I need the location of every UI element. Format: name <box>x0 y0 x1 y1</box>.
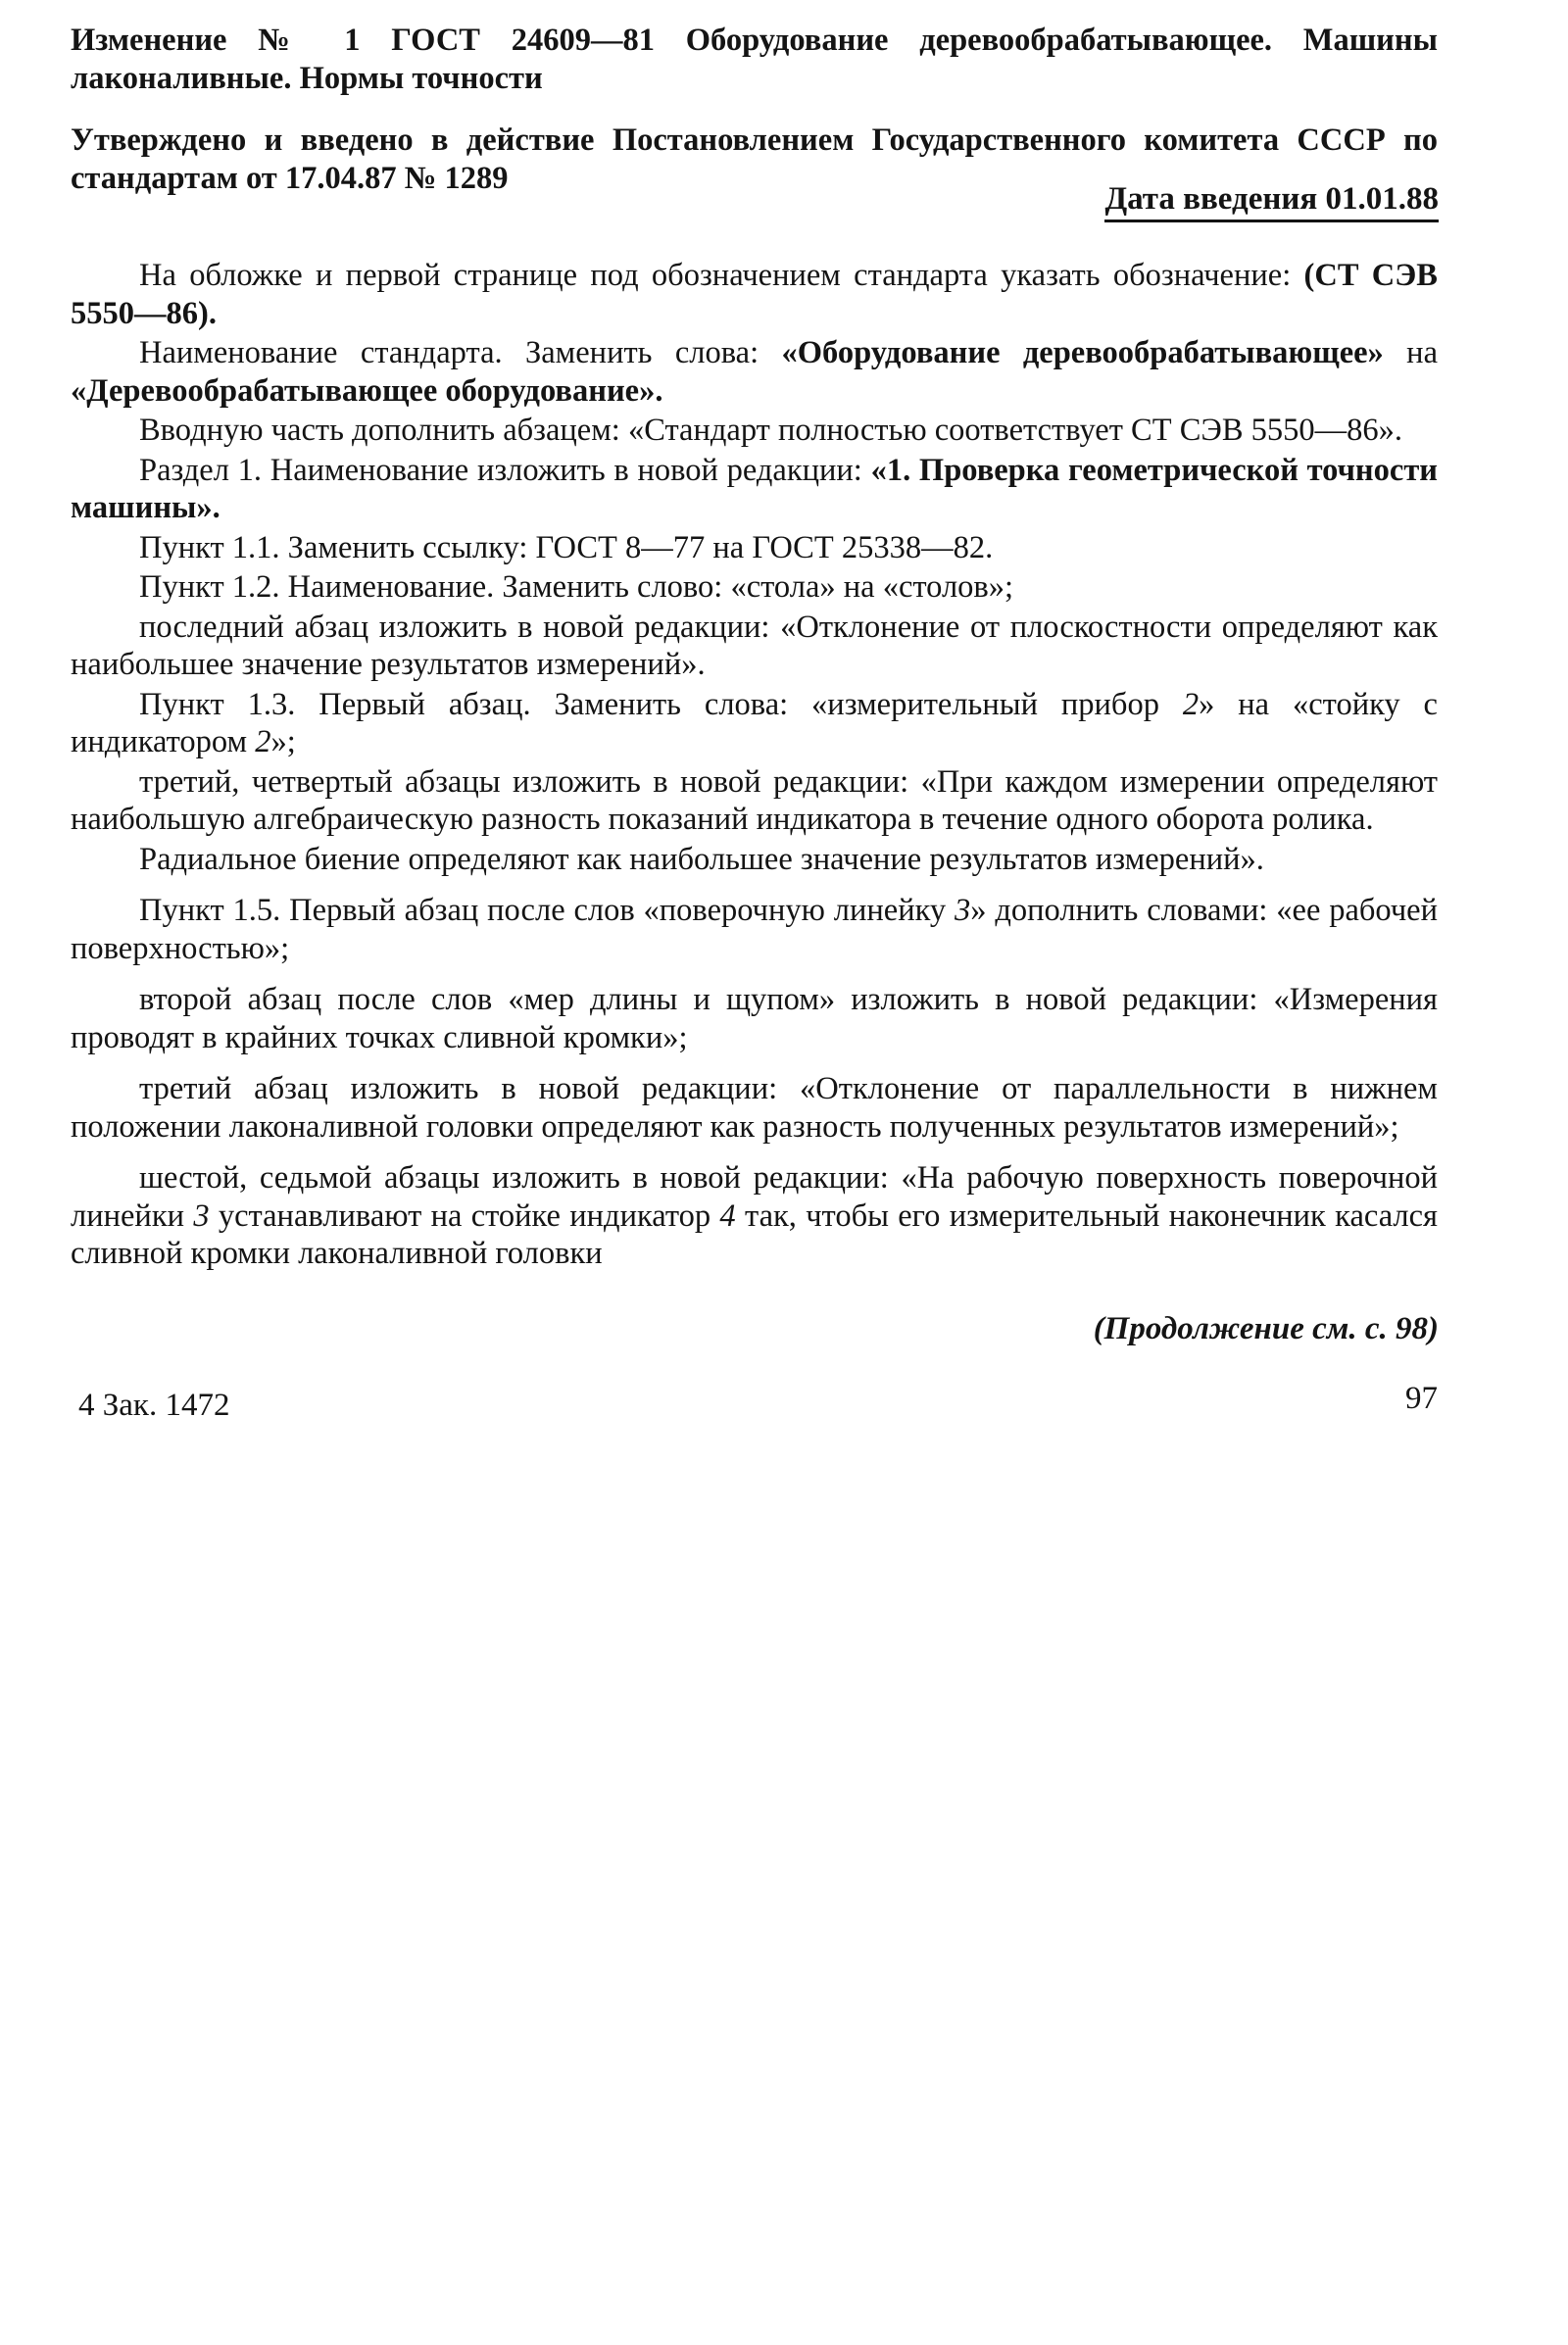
amendment-title: Изменение № 1 ГОСТ 24609—81 Оборудование деревообрабатывающее. Машины лаконаливные. Нормы точности <box>71 23 1438 96</box>
document-header <box>71 22 1438 198</box>
paragraph: второй абзац после слов «мер длины и щупом» изложить в новой редакции: «Измерения проводят в крайних точках сливной кромки»; <box>71 982 1438 1055</box>
paragraph: последний абзац изложить в новой редакции: «Отклонение от плоскостности определяют как наибольшее значение результатов измерений». <box>71 609 1438 682</box>
paragraph: третий, четвертый абзацы изложить в новой редакции: «При каждом измерении определяют наибольшую алгебраическую разность показаний индикатора в течение одного оборота ролика. <box>71 763 1438 837</box>
paragraph: Пункт 1.2. Наименование. Заменить слово: «стола» на «столов»; <box>139 569 1014 605</box>
paragraph: шестой, седьмой абзацы изложить в новой редакции: «На рабочую поверхность поверочной линейки 3 устанавливают на стойке индикатор 4 так, чтобы его измерительный наконечник касался сливной кромки лаконаливной головки <box>71 1160 1438 1271</box>
paragraph: Радиальное биение определяют как наибольшее значение результатов измерений». <box>139 841 1264 877</box>
paragraph: Наименование стандарта. Заменить слова: «Оборудование деревообрабатывающее» на «Деревообрабатывающее оборудование». <box>71 335 1438 409</box>
approval-statement: Утверждено и введено в действие Постановлением Государственного комитета СССР по стандартам от 17.04.87 № 1289 <box>71 122 1438 196</box>
document-body <box>71 257 1438 1275</box>
order-number: 4 Зак. 1472 <box>78 1388 230 1423</box>
paragraph: Вводную часть дополнить абзацем: «Стандарт полностью соответствует СТ СЭВ 5550—86». <box>139 413 1403 448</box>
paragraph: Раздел 1. Наименование изложить в новой редакции: «1. Проверка геометрической точности машины». <box>71 452 1439 525</box>
page-number: 97 <box>1405 1381 1438 1416</box>
effective-date: Дата введения 01.01.88 <box>1104 179 1439 222</box>
paragraph: Пункт 1.3. Первый абзац. Заменить слова: «измерительный прибор 2» на «стойку с индикатором 2»; <box>71 686 1438 759</box>
paragraph: Пункт 1.1. Заменить ссылку: ГОСТ 8—77 на ГОСТ 25338—82. <box>139 529 994 565</box>
continuation-note: (Продолжение см. с. 98) <box>1093 1311 1439 1346</box>
paragraph: На обложке и первой странице под обозначением стандарта указать обозначение: (СТ СЭВ 5550—86). <box>71 258 1438 331</box>
paragraph: Пункт 1.5. Первый абзац после слов «поверочную линейку 3» дополнить словами: «ее рабочей поверхностью»; <box>71 893 1438 966</box>
paragraph: третий абзац изложить в новой редакции: «Отклонение от параллельности в нижнем положении лаконаливной головки определяют как разность полученных результатов измерений»; <box>71 1071 1438 1145</box>
